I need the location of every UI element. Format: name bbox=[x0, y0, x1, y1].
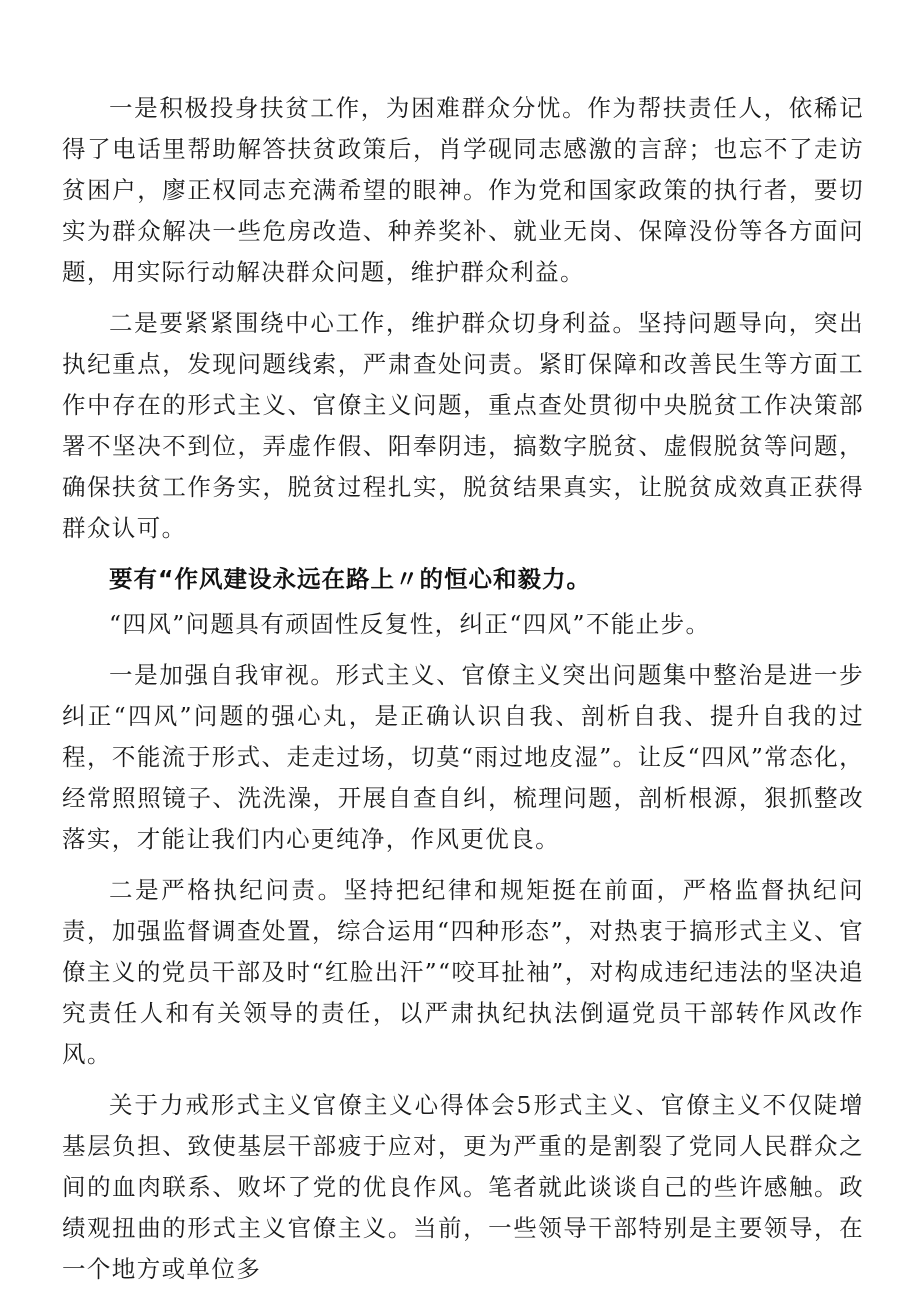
paragraph-experience-5: 关于力戒形式主义官僚主义心得体会5形式主义、官僚主义不仅陡增基层负担、致使基层干部疲于应对，更为严重的是割裂了党同人民群众之间的血肉联系、败坏了党的优良作风。笔者就此谈谈自己的些许感触。政绩观扭曲的形式主义官僚主义。当前，一些领导干部特别是主要领导，在一个地方或单位多 bbox=[62, 1091, 864, 1283]
section-heading: 要有“作风建设永远在路上〃的恒心和毅力。 bbox=[109, 565, 591, 593]
paragraph-self-review: 一是加强自我审视。形式主义、官僚主义突出问题集中整治是进一步纠正“四风”问题的强心丸，是正确认识自我、剖析自我、提升自我的过程，不能流于形式、走走过场，切莫“雨过地皮湿”。让反“四风”常态化，经常照照镜子、洗洗澡，开展自查自纠，梳理问题，剖析根源，狠抓整改落实，才能让我们内心更纯净，作风更优良。 bbox=[62, 661, 864, 853]
paragraph-poverty-alleviation: 一是积极投身扶贫工作，为困难群众分忧。作为帮扶责任人，依稀记得了电话里帮助解答扶贫政策后，肖学砚同志感激的言辞；也忘不了走访贫困户，廖正权同志充满希望的眼神。作为党和国家政策的执行者，要切实为群众解决一些危房改造、种养奖补、就业无岗、保障没份等各方面问题，用实际行动解决群众问题，维护群众利益。 bbox=[62, 94, 864, 286]
paragraph-discipline-accountability: 二是严格执纪问责。坚持把纪律和规矩挺在前面，严格监督执纪问责，加强监督调查处置，综合运用“四种形态”，对热衷于搞形式主义、官僚主义的党员干部及时“红脸出汗”“咬耳扯袖”，对构成违纪违法的坚决追究责任人和有关领导的责任，以严肃执纪执法倒逼党员干部转作风改作风。 bbox=[62, 876, 864, 1068]
paragraph-four-winds-intro: “四风”问题具有顽固性反复性，纠正“四风”不能止步。 bbox=[109, 610, 711, 638]
paragraph-central-work: 二是要紧紧围绕中心工作，维护群众切身利益。坚持问题导向，突出执纪重点，发现问题线索，严肃查处问责。紧盯保障和改善民生等方面工作中存在的形式主义、官僚主义问题，重点查处贯彻中央脱贫工作决策部署不坚决不到位，弄虚作假、阳奉阴违，搞数字脱贫、虚假脱贫等问题，确保扶贫工作务实，脱贫过程扎实，脱贫结果真实，让脱贫成效真正获得群众认可。 bbox=[62, 309, 864, 542]
